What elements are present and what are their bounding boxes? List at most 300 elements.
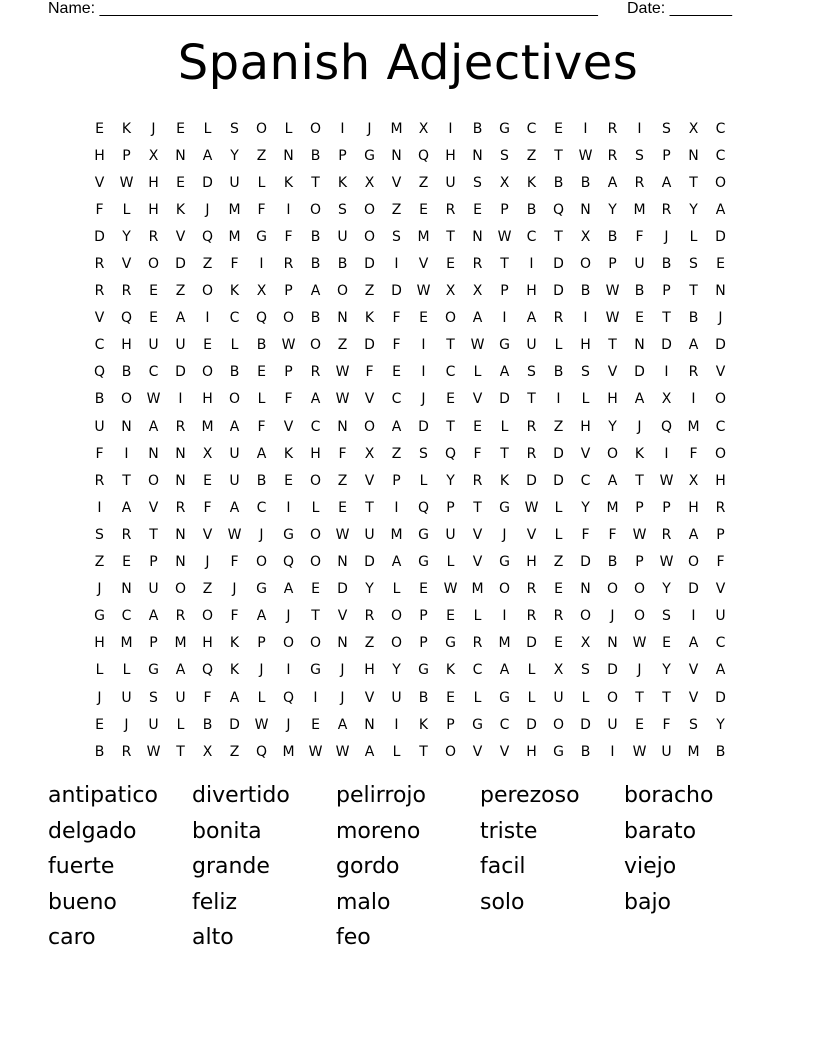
grid-letter: A [148,418,159,435]
word-list-item: delgado [48,818,137,844]
grid-letter: H [580,337,591,354]
grid-letter: G [310,662,321,679]
name-field-label: Name: ________________________________________________________ [48,0,598,17]
grid-letter: Z [364,283,375,300]
grid-letter: J [232,581,237,598]
grid-letter: G [472,716,483,733]
word-list-item: barato [624,818,697,844]
grid-letter: J [205,201,210,218]
word-list-item: caro [48,925,96,951]
grid-letter: O [120,391,133,408]
grid-letter: B [94,743,105,760]
grid-letter: I [286,201,291,218]
grid-letter: B [607,228,618,245]
grid-letter: C [94,337,105,354]
grid-letter: D [715,689,726,706]
grid-letter: G [499,554,510,571]
grid-letter: V [391,174,402,191]
grid-letter: J [718,310,723,327]
grid-letter: F [392,310,401,327]
grid-letter: M [282,743,295,760]
grid-letter: K [445,662,456,679]
grid-letter: E [419,581,428,598]
grid-letter: V [364,689,375,706]
grid-letter: D [364,256,375,273]
grid-letter: L [554,526,563,543]
grid-letter: J [124,716,129,733]
grid-letter: O [633,581,646,598]
grid-letter: M [201,418,214,435]
word-list-item: feliz [192,889,238,915]
word-list-item: divertido [192,783,290,808]
grid-letter: Y [716,716,725,733]
grid-letter: R [715,499,726,516]
grid-letter: O [201,608,214,625]
grid-letter: C [499,716,510,733]
grid-letter: V [94,174,105,191]
grid-letter: Z [391,201,402,218]
grid-letter: B [580,174,591,191]
grid-letter: N [175,445,186,462]
grid-letter: L [122,201,131,218]
grid-letter: O [282,310,295,327]
grid-letter: X [580,635,591,652]
grid-letter: R [94,472,105,489]
grid-letter: T [311,174,320,191]
grid-letter: S [149,689,158,706]
grid-letter: J [97,689,102,706]
grid-letter: U [175,337,186,354]
grid-letter: R [148,228,159,245]
grid-letter: Z [256,147,267,164]
grid-letter: S [392,228,401,245]
grid-letter: Z [94,554,105,571]
grid-letter: F [365,364,374,381]
word-list-item: grande [192,854,270,880]
grid-letter: G [445,635,456,652]
grid-letter: J [367,120,372,137]
grid-letter: N [175,147,186,164]
grid-letter: J [421,391,426,408]
grid-letter: D [175,364,186,381]
grid-letter: X [688,472,699,489]
grid-letter: F [257,418,266,435]
grid-letter: O [390,635,403,652]
grid-letter: I [178,391,183,408]
grid-letter: E [392,364,401,381]
grid-letter: K [526,174,537,191]
grid-letter: W [146,391,161,408]
grid-letter: Q [444,445,457,462]
grid-letter: Z [526,147,537,164]
grid-letter: J [637,662,642,679]
grid-letter: D [553,283,564,300]
grid-letter: W [308,743,323,760]
grid-letter: F [95,445,104,462]
grid-letter: X [661,391,672,408]
grid-letter: D [418,418,429,435]
grid-letter: U [526,337,537,354]
grid-letter: O [174,581,187,598]
grid-letter: I [637,120,642,137]
grid-letter: I [583,120,588,137]
grid-letter: L [689,228,698,245]
grid-letter: W [470,337,485,354]
grid-letter: G [283,526,294,543]
grid-letter: O [309,201,322,218]
grid-letter: S [581,364,590,381]
grid-letter: C [445,364,456,381]
grid-letter: R [553,608,564,625]
grid-letter: V [418,256,429,273]
grid-letter: E [419,310,428,327]
grid-letter: D [337,581,348,598]
grid-letter: X [256,283,267,300]
letter-grid [86,115,734,765]
grid-letter: V [472,391,483,408]
grid-letter: P [716,526,725,543]
grid-letter: R [175,418,186,435]
grid-letter: R [526,581,537,598]
grid-letter: Z [553,554,564,571]
grid-letter: P [608,256,617,273]
grid-letter: W [335,743,350,760]
grid-letter: P [446,716,455,733]
grid-letter: B [256,337,267,354]
grid-letter: L [392,743,401,760]
grid-letter: Z [202,581,213,598]
grid-letter: H [526,743,537,760]
grid-letter: B [418,689,429,706]
grid-letter: A [256,608,267,625]
grid-letter: F [662,716,671,733]
word-list-item: bonita [192,818,262,844]
grid-letter: B [580,743,591,760]
grid-letter: P [500,201,509,218]
grid-letter: E [554,120,563,137]
grid-letter: F [203,689,212,706]
grid-letter: O [336,283,349,300]
grid-letter: W [632,526,647,543]
grid-letter: O [363,228,376,245]
grid-letter: P [122,147,131,164]
word-list-item: bueno [48,889,117,915]
grid-letter: G [499,120,510,137]
grid-letter: R [310,364,321,381]
grid-letter: M [687,418,700,435]
grid-letter: O [606,689,619,706]
grid-letter: R [121,283,132,300]
grid-letter: P [419,608,428,625]
grid-letter: D [94,228,105,245]
grid-letter: R [553,310,564,327]
grid-letter: K [634,445,645,462]
grid-letter: L [122,662,131,679]
grid-letter: W [632,743,647,760]
grid-letter: O [633,608,646,625]
grid-letter: C [715,120,726,137]
grid-letter: O [687,554,700,571]
grid-letter: V [526,526,537,543]
word-list-item: gordo [336,854,400,880]
grid-letter: G [256,581,267,598]
grid-letter: E [446,608,455,625]
grid-letter: R [661,201,672,218]
grid-letter: R [121,743,132,760]
grid-letter: H [526,554,537,571]
grid-letter: Y [392,662,401,679]
grid-letter: G [418,554,429,571]
grid-letter: F [635,228,644,245]
grid-letter: I [502,310,507,327]
word-list-item: pelirrojo [336,783,426,808]
word-list-item: boracho [624,783,714,808]
grid-letter: I [691,608,696,625]
grid-letter: Z [337,472,348,489]
grid-letter: M [228,228,241,245]
grid-letter: U [715,608,726,625]
grid-letter: T [311,608,320,625]
grid-letter: E [149,310,158,327]
grid-letter: N [688,147,699,164]
grid-letter: O [282,635,295,652]
word-list-item: moreno [336,818,421,844]
grid-letter: H [715,472,726,489]
grid-letter: J [610,608,615,625]
grid-letter: I [394,499,399,516]
grid-letter: V [364,472,375,489]
grid-letter: R [607,147,618,164]
grid-letter: J [637,418,642,435]
grid-letter: F [689,445,698,462]
grid-letter: S [500,147,509,164]
grid-letter: A [229,418,240,435]
grid-letter: M [417,228,430,245]
grid-letter: V [337,608,348,625]
grid-letter: X [499,174,510,191]
grid-letter: H [94,147,105,164]
grid-letter: D [715,228,726,245]
grid-letter: B [229,364,240,381]
grid-letter: S [635,147,644,164]
grid-letter: P [446,499,455,516]
grid-letter: A [121,499,132,516]
grid-letter: I [286,499,291,516]
grid-letter: Q [255,310,268,327]
grid-letter: B [580,283,591,300]
grid-letter: W [605,310,620,327]
grid-letter: R [607,120,618,137]
grid-letter: X [553,662,564,679]
grid-letter: Y [446,472,455,489]
grid-letter: N [121,418,132,435]
grid-letter: I [124,445,129,462]
grid-letter: V [472,554,483,571]
grid-letter: O [309,472,322,489]
grid-letter: O [228,391,241,408]
grid-letter: I [259,256,264,273]
grid-letter: A [229,689,240,706]
grid-letter: T [149,526,158,543]
grid-letter: A [310,283,321,300]
grid-letter: G [148,662,159,679]
grid-letter: E [176,174,185,191]
grid-letter: J [259,662,264,679]
grid-letter: D [607,662,618,679]
grid-letter: O [363,418,376,435]
grid-letter: B [472,120,483,137]
grid-letter: Y [689,201,698,218]
grid-letter: H [202,635,213,652]
grid-letter: W [524,499,539,516]
grid-letter: I [691,391,696,408]
grid-letter: V [472,743,483,760]
grid-letter: B [121,364,132,381]
grid-letter: A [688,526,699,543]
grid-letter: Q [201,662,214,679]
grid-letter: E [554,581,563,598]
grid-letter: D [229,716,240,733]
grid-letter: I [340,120,345,137]
grid-letter: N [580,201,591,218]
grid-letter: Q [417,499,430,516]
grid-letter: P [149,635,158,652]
grid-letter: O [390,608,403,625]
grid-letter: T [689,174,698,191]
grid-letter: P [257,635,266,652]
grid-letter: F [257,201,266,218]
grid-letter: K [121,120,132,137]
grid-letter: I [529,256,534,273]
grid-letter: N [283,147,294,164]
grid-letter: M [633,201,646,218]
grid-letter: O [147,472,160,489]
grid-letter: X [364,174,375,191]
grid-letter: N [148,445,159,462]
grid-letter: S [689,256,698,273]
grid-letter: X [418,120,429,137]
grid-letter: N [472,147,483,164]
grid-letter: G [94,608,105,625]
grid-letter: R [94,256,105,273]
grid-letter: N [472,228,483,245]
grid-letter: U [229,472,240,489]
grid-letter: F [230,554,239,571]
grid-letter: D [202,174,213,191]
grid-letter: P [635,554,644,571]
grid-letter: X [688,120,699,137]
grid-letter: A [148,608,159,625]
grid-letter: B [310,228,321,245]
grid-letter: G [418,662,429,679]
grid-letter: M [471,581,484,598]
grid-letter: L [203,120,212,137]
grid-letter: K [229,283,240,300]
grid-letter: I [664,445,669,462]
grid-letter: E [338,499,347,516]
grid-letter: R [526,608,537,625]
grid-letter: U [337,228,348,245]
grid-letter: C [472,662,483,679]
grid-letter: D [580,554,591,571]
grid-letter: D [580,716,591,733]
grid-letter: E [635,310,644,327]
grid-letter: H [580,418,591,435]
grid-letter: H [364,662,375,679]
grid-letter: E [95,120,104,137]
grid-letter: I [286,662,291,679]
grid-letter: X [472,283,483,300]
grid-letter: L [284,120,293,137]
grid-letter: O [147,256,160,273]
grid-letter: B [94,391,105,408]
grid-letter: B [526,201,537,218]
grid-letter: V [175,228,186,245]
grid-letter: I [394,716,399,733]
grid-letter: U [94,418,105,435]
grid-letter: F [203,499,212,516]
grid-letter: F [473,445,482,462]
grid-letter: A [688,337,699,354]
grid-letter: L [392,581,401,598]
grid-letter: H [445,147,456,164]
grid-letter: L [95,662,104,679]
grid-letter: S [527,364,536,381]
grid-letter: O [255,120,268,137]
grid-letter: Q [255,743,268,760]
grid-letter: D [661,337,672,354]
word-list-item: bajo [624,889,672,915]
grid-letter: G [256,228,267,245]
grid-letter: F [338,445,347,462]
grid-letter: P [635,499,644,516]
grid-letter: N [175,554,186,571]
grid-letter: Y [365,581,374,598]
word-list [48,778,768,956]
grid-letter: H [607,391,618,408]
grid-letter: A [202,147,213,164]
grid-letter: M [174,635,187,652]
grid-letter: V [283,418,294,435]
grid-letter: Q [282,689,295,706]
grid-letter: O [363,201,376,218]
grid-letter: U [229,445,240,462]
grid-letter: W [497,228,512,245]
grid-letter: J [502,526,507,543]
grid-letter: N [607,635,618,652]
grid-letter: B [661,256,672,273]
grid-letter: E [446,256,455,273]
grid-letter: H [688,499,699,516]
grid-letter: K [175,201,186,218]
grid-letter: V [607,364,618,381]
grid-letter: F [230,256,239,273]
grid-letter: O [606,445,619,462]
word-list-item: facil [480,854,526,880]
grid-letter: H [148,201,159,218]
grid-letter: I [556,391,561,408]
grid-letter: W [335,526,350,543]
grid-letter: Y [662,581,671,598]
grid-letter: U [553,689,564,706]
grid-letter: A [661,174,672,191]
grid-letter: R [634,174,645,191]
grid-letter: P [662,283,671,300]
grid-letter: T [122,472,131,489]
grid-letter: I [97,499,102,516]
grid-letter: A [607,472,618,489]
grid-letter: C [715,635,726,652]
